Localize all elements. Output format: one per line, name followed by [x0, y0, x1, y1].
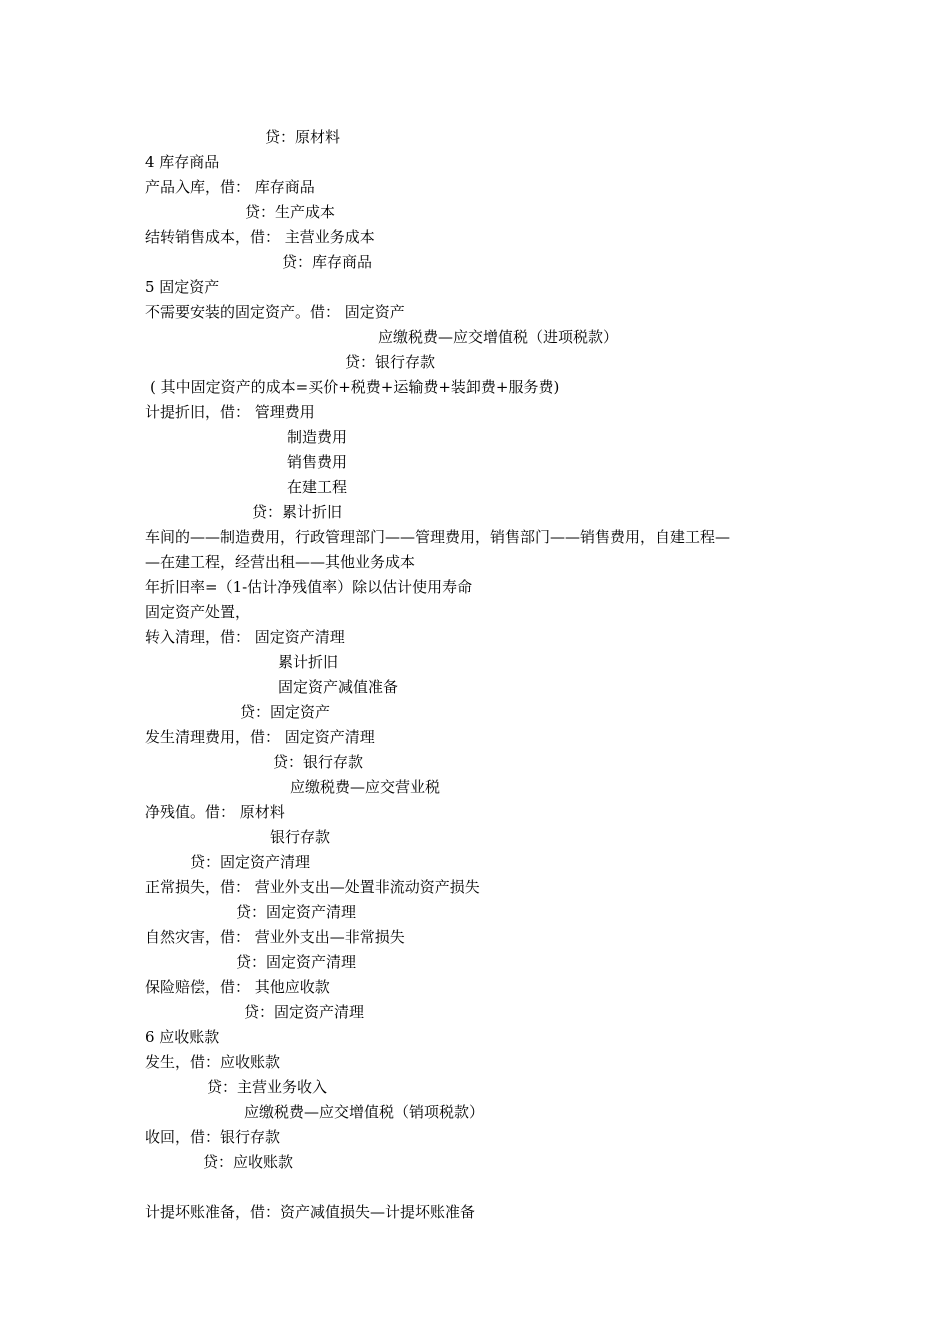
text-line: 应缴税费—应交营业税: [290, 778, 441, 796]
text-line: 年折旧率=（1-估计净残值率）除以估计使用寿命: [145, 578, 473, 596]
text-line: 正常损失，借： 营业外支出—处置非流动资产损失: [145, 878, 480, 896]
text-line: 贷：累计折旧: [252, 503, 343, 521]
text-line: 在建工程: [287, 478, 348, 496]
text-line: 产品入库，借： 库存商品: [145, 178, 315, 196]
text-line: 净残值。借： 原材料: [145, 803, 285, 821]
text-line: 贷：固定资产清理: [244, 1003, 365, 1021]
text-line: 转入清理，借： 固定资产清理: [145, 628, 345, 646]
text-line: 计提坏账准备，借：资产减值损失—计提坏账准备: [145, 1203, 476, 1221]
text-line: ( 其中固定资产的成本=买价+税费+运输费+装卸费+服务费): [150, 378, 560, 396]
text-line: 银行存款: [270, 828, 331, 846]
text-line: 贷：银行存款: [273, 753, 364, 771]
text-line: 贷：应收账款: [203, 1153, 294, 1171]
text-line: 固定资产处置，: [145, 603, 251, 621]
text-line: 贷：银行存款: [345, 353, 436, 371]
text-line: 累计折旧: [278, 653, 339, 671]
text-line: 贷：生产成本: [245, 203, 336, 221]
text-line: 固定资产减值准备: [278, 678, 399, 696]
text-line: 自然灾害，借： 营业外支出—非常损失: [145, 928, 405, 946]
section-heading: 5 固定资产: [145, 278, 220, 296]
text-line: —在建工程，经营出租——其他业务成本: [145, 553, 416, 571]
text-line: 贷：固定资产: [240, 703, 331, 721]
text-line: 发生清理费用，借： 固定资产清理: [145, 728, 375, 746]
section-heading: 6 应收账款: [145, 1028, 220, 1046]
text-line: 贷：主营业务收入: [207, 1078, 328, 1096]
text-line: 计提折旧，借： 管理费用: [145, 403, 315, 421]
text-line: 贷：固定资产清理: [236, 903, 357, 921]
text-line: 应缴税费—应交增值税（销项税款）: [244, 1103, 485, 1121]
text-line: 收回，借：银行存款: [145, 1128, 281, 1146]
text-line: 销售费用: [287, 453, 348, 471]
section-heading: 4 库存商品: [145, 153, 220, 171]
text-line: 不需要安装的固定资产。借： 固定资产: [145, 303, 405, 321]
text-line: 发生，借：应收账款: [145, 1053, 281, 1071]
text-line: 应缴税费—应交增值税（进项税款）: [378, 328, 619, 346]
text-line: 保险赔偿，借： 其他应收款: [145, 978, 330, 996]
text-line: 贷：库存商品: [282, 253, 373, 271]
text-line: 贷：固定资产清理: [236, 953, 357, 971]
text-line: 贷：固定资产清理: [190, 853, 311, 871]
text-line: 贷：原材料: [265, 128, 341, 146]
text-line: 车间的——制造费用，行政管理部门——管理费用，销售部门——销售费用，自建工程—: [145, 528, 731, 546]
text-line: 制造费用: [287, 428, 348, 446]
text-line: 结转销售成本，借： 主营业务成本: [145, 228, 375, 246]
